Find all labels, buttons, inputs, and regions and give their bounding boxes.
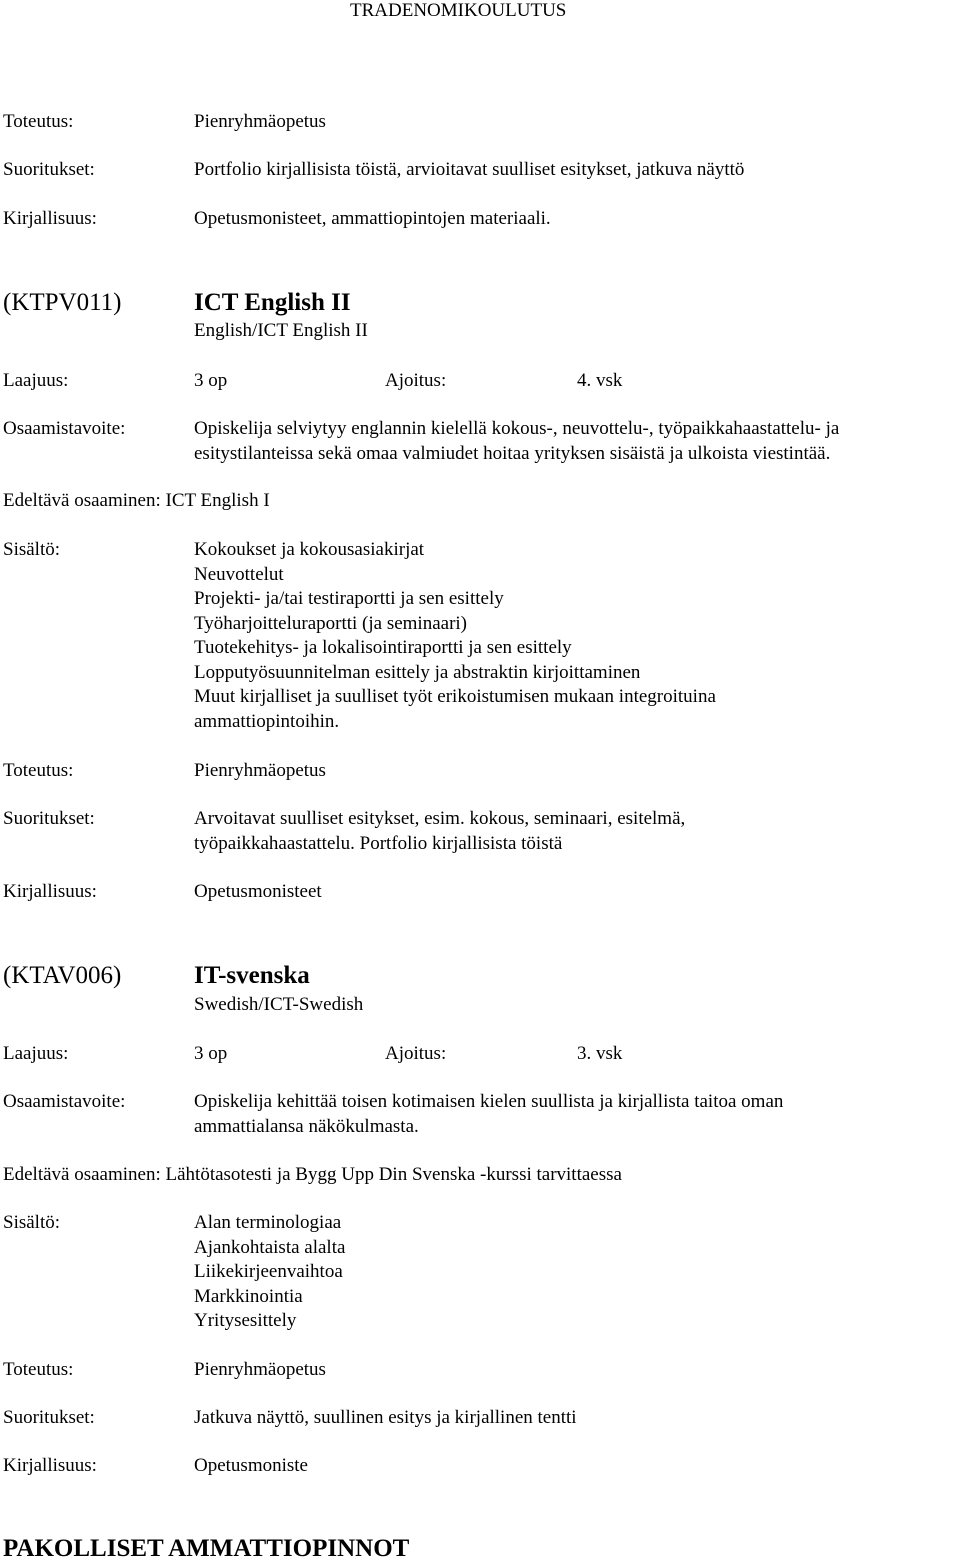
list-item: Projekti- ja/tai testiraportti ja sen esittely bbox=[194, 588, 504, 609]
text-line: ammattialansa näkökulmasta. bbox=[194, 1115, 419, 1137]
ajoitus-label: Ajoitus: bbox=[385, 1043, 447, 1064]
sisalto-list bbox=[194, 1211, 345, 1334]
toteutus-label: Toteutus: bbox=[3, 1359, 74, 1380]
sisalto-label: Sisältö: bbox=[3, 1212, 61, 1233]
ajoitus-value: 3. vsk bbox=[577, 1043, 623, 1064]
list-item: Työharjoitteluraportti (ja seminaari) bbox=[194, 612, 468, 634]
list-item: Neuvottelut bbox=[194, 563, 284, 585]
edeltava-osaaminen bbox=[3, 1163, 622, 1188]
list-item: ammattiopintoihin. bbox=[194, 710, 340, 732]
toteutus-value: Pienryhmäopetus bbox=[194, 760, 326, 781]
toteutus-label: Toteutus: bbox=[3, 760, 74, 781]
list-item: Markkinointia bbox=[194, 1285, 303, 1307]
sisalto-list bbox=[194, 538, 716, 734]
sisalto-label: Sisältö: bbox=[3, 539, 61, 560]
list-item: Yritysesittely bbox=[194, 1310, 297, 1331]
text-line: Arvoitavat suulliset esitykset, esim. kokous, seminaari, esitelmä, bbox=[194, 808, 686, 829]
course-subtitle: Swedish/ICT-Swedish bbox=[194, 994, 364, 1015]
laajuus-value: 3 op bbox=[194, 1043, 228, 1064]
text-line: työpaikkahaastattelu. Portfolio kirjallisista töistä bbox=[194, 832, 563, 854]
edeltava-value: Lähtötasotesti ja Bygg Upp Din Svenska -kurssi tarvittaessa bbox=[165, 1164, 622, 1185]
toteutus-value: Pienryhmäopetus bbox=[194, 111, 326, 132]
list-item: Alan terminologiaa bbox=[194, 1212, 342, 1233]
course-code: (KTAV006) bbox=[3, 962, 122, 989]
edeltava-label: Edeltävä osaaminen: bbox=[3, 1164, 161, 1185]
text-line: Opiskelija kehittää toisen kotimaisen kielen suullista ja kirjallista taitoa oman bbox=[194, 1091, 784, 1112]
laajuus-label: Laajuus: bbox=[3, 370, 69, 391]
list-item: Ajankohtaista alalta bbox=[194, 1236, 346, 1258]
list-item: Muut kirjalliset ja suulliset työt erikoistumisen mukaan integroituina bbox=[194, 686, 716, 707]
document-header: TRADENOMIKOULUTUS bbox=[350, 0, 567, 21]
list-item: Lopputyösuunnitelman esittely ja abstraktin kirjoittaminen bbox=[194, 661, 641, 683]
suoritukset-value: Jatkuva näyttö, suullinen esitys ja kirjallinen tentti bbox=[194, 1407, 577, 1428]
edeltava-label: Edeltävä osaaminen: bbox=[3, 490, 161, 511]
toteutus-value: Pienryhmäopetus bbox=[194, 1359, 326, 1380]
suoritukset-value: Portfolio kirjallisista töistä, arvioitavat suulliset esitykset, jatkuva näyttö bbox=[194, 159, 745, 180]
list-item: Kokoukset ja kokousasiakirjat bbox=[194, 539, 425, 560]
suoritukset-text bbox=[194, 807, 685, 856]
kirjallisuus-value: Opetusmonisteet, ammattiopintojen materiaali. bbox=[194, 208, 551, 229]
ajoitus-value: 4. vsk bbox=[577, 370, 623, 391]
kirjallisuus-label: Kirjallisuus: bbox=[3, 881, 97, 902]
kirjallisuus-value: Opetusmonisteet bbox=[194, 881, 322, 902]
laajuus-value: 3 op bbox=[194, 370, 228, 391]
course-code: (KTPV011) bbox=[3, 289, 122, 316]
course-title: ICT English II bbox=[194, 289, 351, 316]
course-title: IT-svenska bbox=[194, 962, 310, 989]
toteutus-label: Toteutus: bbox=[3, 111, 74, 132]
section-heading: PAKOLLISET AMMATTIOPINNOT bbox=[3, 1535, 410, 1562]
osaamistavoite-text bbox=[194, 1090, 783, 1139]
osaamistavoite-label: Osaamistavoite: bbox=[3, 418, 126, 439]
list-item: Liikekirjeenvaihtoa bbox=[194, 1261, 343, 1282]
list-item: Tuotekehitys- ja lokalisointiraportti ja sen esittely bbox=[194, 637, 572, 658]
edeltava-osaaminen bbox=[3, 489, 270, 514]
suoritukset-label: Suoritukset: bbox=[3, 808, 95, 829]
osaamistavoite-text bbox=[194, 417, 839, 466]
kirjallisuus-label: Kirjallisuus: bbox=[3, 208, 97, 229]
text-line: esitystilanteissa sekä omaa valmiudet hoitaa yrityksen sisäistä ja ulkoista viestintää. bbox=[194, 442, 831, 464]
osaamistavoite-label: Osaamistavoite: bbox=[3, 1091, 126, 1112]
kirjallisuus-value: Opetusmoniste bbox=[194, 1455, 308, 1476]
kirjallisuus-label: Kirjallisuus: bbox=[3, 1455, 97, 1476]
laajuus-label: Laajuus: bbox=[3, 1043, 69, 1064]
course-subtitle: English/ICT English II bbox=[194, 320, 368, 341]
suoritukset-label: Suoritukset: bbox=[3, 1407, 95, 1428]
ajoitus-label: Ajoitus: bbox=[385, 370, 447, 391]
edeltava-value: ICT English I bbox=[165, 490, 270, 511]
text-line: Opiskelija selviytyy englannin kielellä kokous-, neuvottelu-, työpaikkahaastattelu- ja bbox=[194, 418, 840, 439]
suoritukset-label: Suoritukset: bbox=[3, 159, 95, 180]
